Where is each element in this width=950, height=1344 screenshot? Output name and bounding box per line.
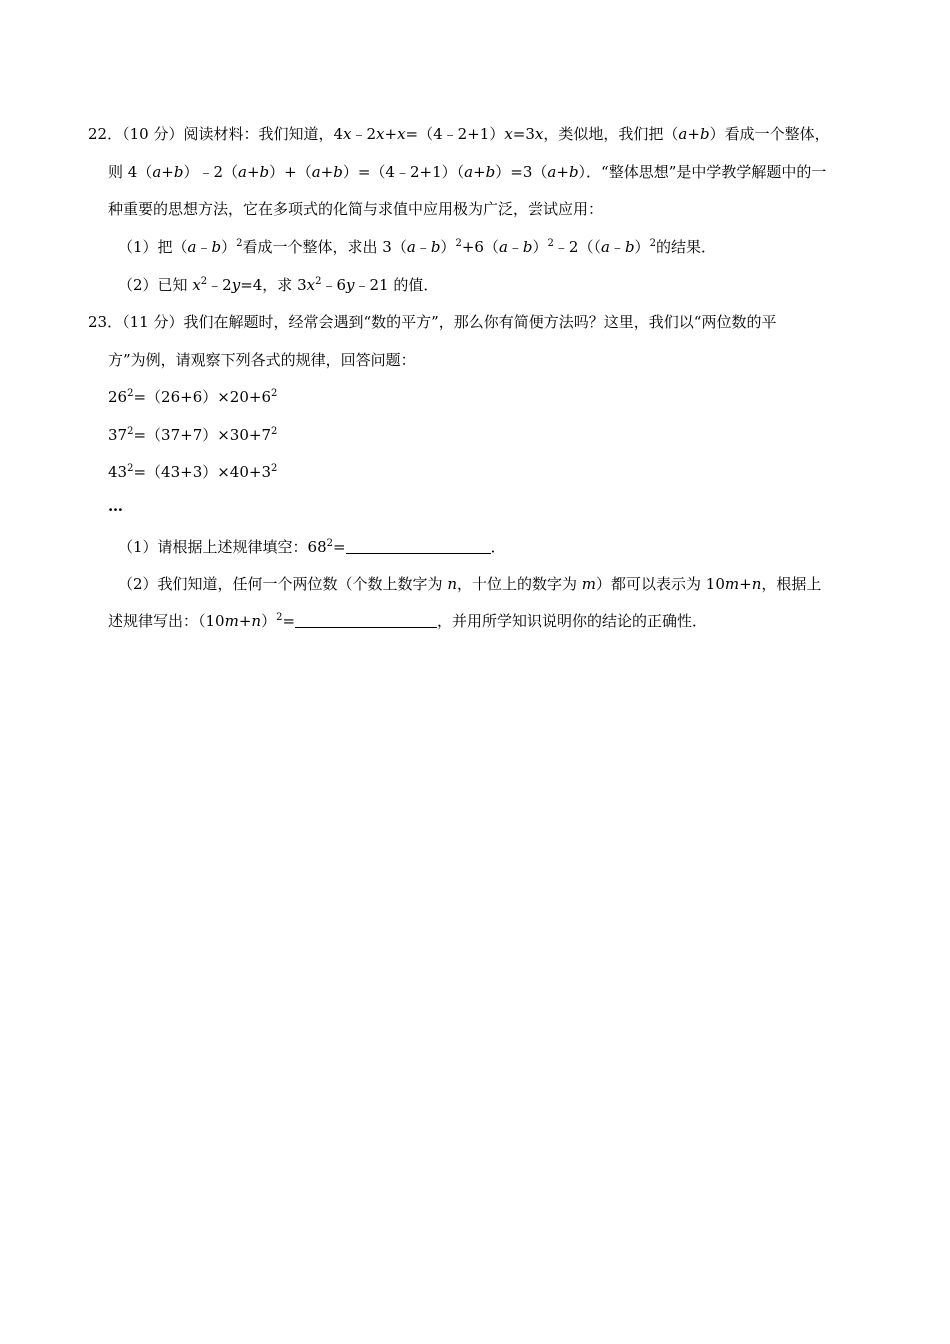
q23-line-2: 方”为例，请观察下列各式的规律，回答问题： xyxy=(108,351,416,369)
text: （1）请根据上述规律填空：68 xyxy=(118,538,327,556)
var-a: a xyxy=(464,163,474,181)
q23-part-2-cont xyxy=(108,611,707,631)
op: + xyxy=(320,163,334,181)
q22-line-2 xyxy=(108,162,826,182)
exponent: 2 xyxy=(271,426,278,437)
var-b: b xyxy=(259,163,270,181)
text: ﹣6 xyxy=(321,276,347,294)
text: =（37+7）×30+7 xyxy=(133,426,272,444)
exponent: 2 xyxy=(276,612,283,623)
var-m: m xyxy=(581,575,597,593)
op: + xyxy=(161,163,174,181)
q23-line-1 xyxy=(88,312,776,332)
exponent: 2 xyxy=(455,238,462,249)
text: ）+（ xyxy=(269,163,312,181)
q23-part-2 xyxy=(118,574,821,594)
text: ）．“整体思想”是中学教学解题中的一 xyxy=(578,163,827,181)
text: （1）把（ xyxy=(118,238,188,256)
op: + xyxy=(246,163,260,181)
var-x: x xyxy=(306,276,316,294)
var-b: b xyxy=(624,238,635,256)
var-x: x xyxy=(192,276,201,294)
exponent: 2 xyxy=(127,388,134,399)
var-a: a xyxy=(311,163,321,181)
exponent: 2 xyxy=(315,276,322,287)
q23-equation-1 xyxy=(108,387,277,407)
exponent: 2 xyxy=(127,463,134,474)
text: 37 xyxy=(108,426,128,444)
text: =（26+6）×20+6 xyxy=(133,388,272,406)
q22-points: （10 分） xyxy=(122,125,184,143)
var-b: b xyxy=(333,163,343,181)
exponent: 2 xyxy=(271,463,278,474)
op: ﹣ xyxy=(415,238,431,256)
text: ） xyxy=(634,238,650,256)
var-y: y xyxy=(346,276,355,294)
text: ） xyxy=(440,238,456,256)
exponent: 2 xyxy=(200,276,208,287)
text: 的结果． xyxy=(655,238,716,256)
text: （2）已知 xyxy=(118,276,193,294)
text: ）都可以表示为 10 xyxy=(596,575,725,593)
text: ）=3（ xyxy=(495,163,548,181)
text: = xyxy=(333,538,346,556)
var-b: b xyxy=(522,238,533,256)
var-a: a xyxy=(678,125,688,143)
text: =（43+3）×40+3 xyxy=(133,463,272,481)
exponent: 2 xyxy=(326,538,334,549)
op: + xyxy=(238,612,252,630)
text: =4，求 3 xyxy=(240,276,307,294)
text: +6（ xyxy=(461,238,499,256)
op: + xyxy=(556,163,569,181)
answer-blank-2[interactable] xyxy=(295,613,437,628)
text: 43 xyxy=(108,463,128,481)
exponent: 2 xyxy=(649,238,656,249)
q23-number: 23． xyxy=(88,313,123,331)
q22-part-1 xyxy=(118,237,716,257)
q23-ellipsis: … xyxy=(108,497,123,515)
text: 26 xyxy=(108,388,128,406)
q22-line-3: 种重要的思想方法，它在多项式的化简与求值中应用极为广泛，尝试应用： xyxy=(108,200,604,218)
q23-equation-3 xyxy=(108,462,277,482)
op: ﹣ xyxy=(609,238,625,256)
q22-part-2 xyxy=(118,275,438,295)
text: （ xyxy=(593,238,601,256)
q22-intro-text-b: 类似地，我们把（ xyxy=(558,125,679,143)
exponent: 2 xyxy=(547,238,554,249)
text: 述规律写出：（10 xyxy=(108,612,225,630)
op: + xyxy=(687,125,700,143)
var-b: b xyxy=(430,238,441,256)
var-b: b xyxy=(568,163,579,181)
exponent: 2 xyxy=(236,238,243,249)
text: 我们在解题时，经常会遇到“数的平方”，那么你有简便方法吗？这里，我们以“两位数的平 xyxy=(183,313,777,331)
var-a: a xyxy=(406,238,416,256)
text: ﹣21 的值． xyxy=(354,276,439,294)
var-a: a xyxy=(238,163,247,181)
text: 看成一个整体，求出 3（ xyxy=(242,238,407,256)
text: ）﹣2（ xyxy=(183,163,238,181)
var-n: n xyxy=(251,612,262,630)
q22-line-1 xyxy=(88,124,830,144)
text: ） xyxy=(261,612,277,630)
var-m: m xyxy=(724,575,740,593)
q22-expression: 4x﹣2x+x=（4﹣2+1）x=3x， xyxy=(333,125,559,143)
text: （2）我们知道，任何一个两位数（个数上数字为 xyxy=(118,575,448,593)
text: 则 4（ xyxy=(108,163,153,181)
var-n: n xyxy=(751,575,762,593)
var-a: a xyxy=(547,163,557,181)
text: ，并用所学知识说明你的结论的正确性． xyxy=(437,612,708,630)
q22-intro-text-c: ）看成一个整体， xyxy=(709,125,830,143)
op: ﹣ xyxy=(507,238,523,256)
text: ） xyxy=(532,238,548,256)
q23-equation-2 xyxy=(108,425,277,445)
var-a: a xyxy=(187,238,197,256)
var-a: a xyxy=(498,238,508,256)
var-b: b xyxy=(173,163,184,181)
var-n: n xyxy=(447,575,457,593)
q23-points: （11 分） xyxy=(122,313,184,331)
exponent: 2 xyxy=(271,388,278,399)
text: ，根据上 xyxy=(761,575,822,593)
text: ）=（4﹣2+1）（ xyxy=(342,163,465,181)
exponent: 2 xyxy=(127,426,134,437)
q23-part-1 xyxy=(118,537,506,557)
text: = xyxy=(282,612,296,630)
text: ． xyxy=(490,538,506,556)
op: ﹣ xyxy=(196,238,212,256)
var-b: b xyxy=(211,238,222,256)
var-b: b xyxy=(699,125,710,143)
var-m: m xyxy=(224,612,239,630)
text: ﹣2 xyxy=(207,276,232,294)
q22-intro-text: 阅读材料：我们知道， xyxy=(183,125,334,143)
text: ﹣2（ xyxy=(553,238,594,256)
var-a: a xyxy=(600,238,610,256)
text: ） xyxy=(221,238,237,256)
answer-blank-1[interactable] xyxy=(346,539,491,554)
var-a: a xyxy=(152,163,162,181)
text: ，十位上的数字为 xyxy=(457,575,582,593)
var-b: b xyxy=(485,163,496,181)
op: + xyxy=(739,575,752,593)
var-y: y xyxy=(231,276,241,294)
op: + xyxy=(473,163,486,181)
q22-number: 22． xyxy=(88,125,123,143)
